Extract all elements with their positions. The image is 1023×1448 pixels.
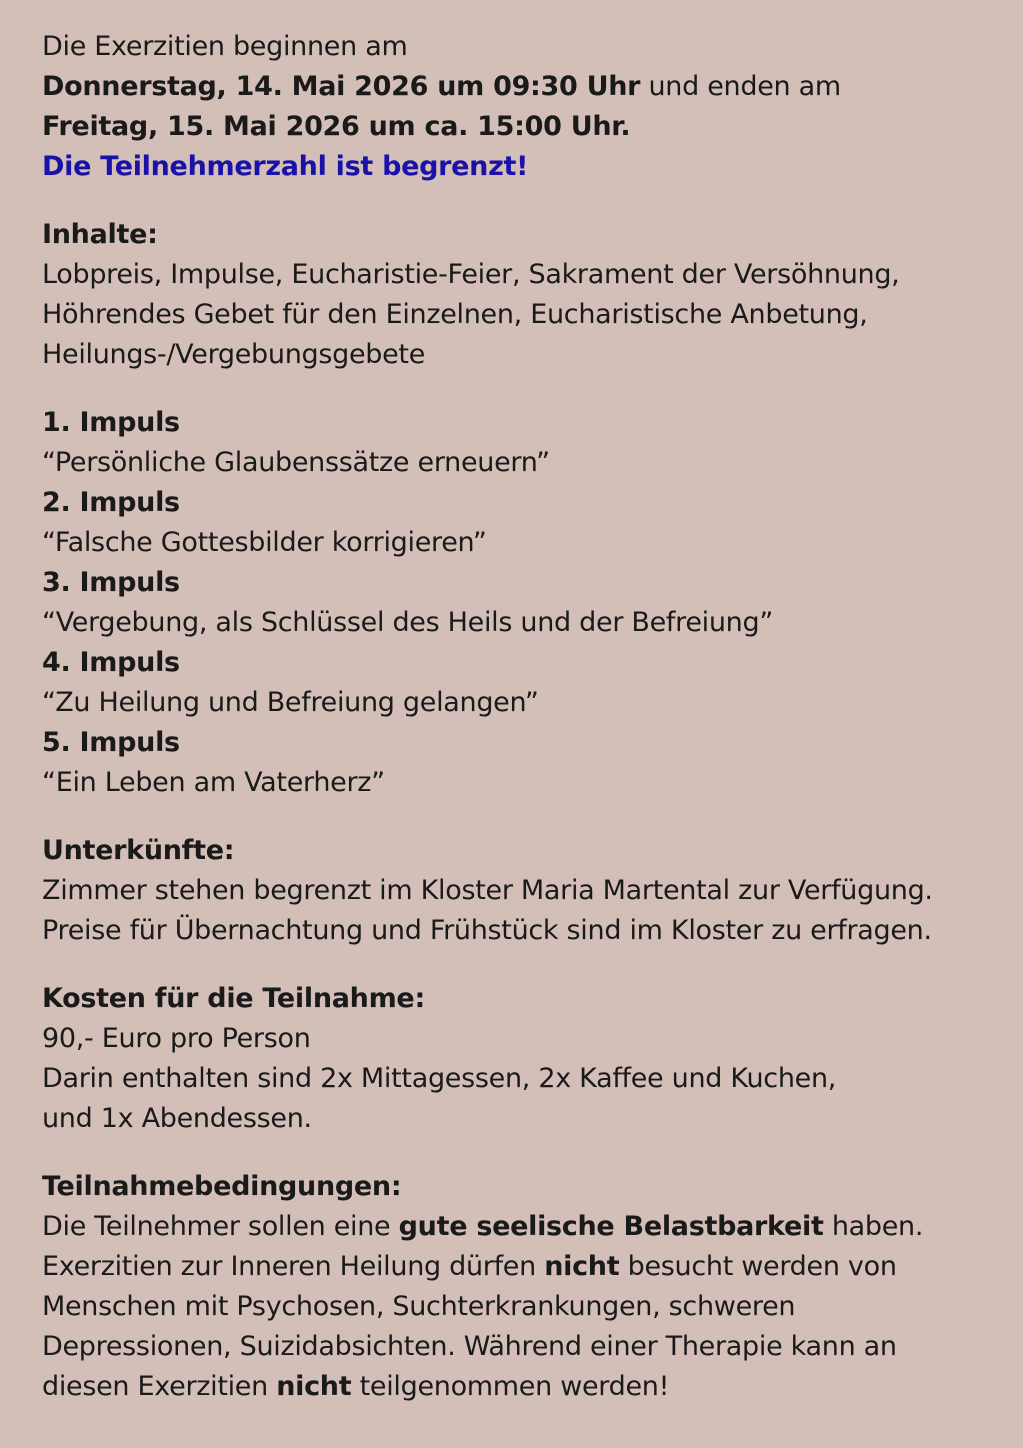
- limited-participants-notice: Die Teilnehmerzahl ist begrenzt!: [42, 151, 529, 182]
- kosten-line-2: Darin enthalten sind 2x Mittagessen, 2x Kaffee und Kuchen,: [42, 1063, 837, 1094]
- bedingungen-nicht-1: nicht: [544, 1251, 620, 1282]
- unterkuenfte-heading: Unterkünfte:: [42, 835, 235, 866]
- bedingungen-line-5: [42, 1367, 992, 1407]
- bedingungen-line-3: Menschen mit Psychosen, Suchterkrankungen, schweren: [42, 1291, 796, 1322]
- bedingungen-belastbarkeit: gute seelische Belastbarkeit: [398, 1211, 824, 1242]
- inhalte-heading: Inhalte:: [42, 219, 158, 250]
- unterkuenfte-line-1: Zimmer stehen begrenzt im Kloster Maria Martental zur Verfügung.: [42, 875, 933, 906]
- impuls-3-title: 3. Impuls: [42, 567, 180, 598]
- bedingungen-line-5-a: diesen Exerzitien: [42, 1371, 277, 1402]
- impuls-5-text: “Ein Leben am Vaterherz”: [42, 767, 385, 798]
- intro-line-2-rest: und enden am: [640, 71, 841, 102]
- impuls-4-title: 4. Impuls: [42, 647, 180, 678]
- bedingungen-heading: Teilnahmebedingungen:: [42, 1171, 402, 1202]
- unterkuenfte-line-2: Preise für Übernachtung und Frühstück sind im Kloster zu erfragen.: [42, 915, 932, 946]
- end-date: Freitag, 15. Mai 2026 um ca. 15:00 Uhr.: [42, 111, 631, 142]
- impuls-5-title: 5. Impuls: [42, 727, 180, 758]
- kosten-price: 90,- Euro pro Person: [42, 1023, 311, 1054]
- impuls-2-title: 2. Impuls: [42, 487, 180, 518]
- impuls-1-title: 1. Impuls: [42, 407, 180, 438]
- bedingungen-line-5-c: teilgenommen werden!: [351, 1371, 670, 1402]
- bedingungen-nicht-2: nicht: [276, 1371, 352, 1402]
- kosten-heading: Kosten für die Teilnahme:: [42, 983, 425, 1014]
- bedingungen-line-1: [42, 1207, 992, 1247]
- inhalte-line-2: Höhrendes Gebet für den Einzelnen, Eucharistische Anbetung,: [42, 299, 868, 330]
- inhalte-line-3: Heilungs-/Vergebungsgebete: [42, 339, 426, 370]
- bedingungen-line-2-c: besucht werden von: [619, 1251, 897, 1282]
- impuls-3-text: “Vergebung, als Schlüssel des Heils und der Befreiung”: [42, 607, 774, 638]
- impuls-2-text: “Falsche Gottesbilder korrigieren”: [42, 527, 487, 558]
- intro-line-1: Die Exerzitien beginnen am: [42, 31, 408, 62]
- inhalte-line-1: Lobpreis, Impulse, Eucharistie-Feier, Sakrament der Versöhnung,: [42, 259, 900, 290]
- impuls-4-text: “Zu Heilung und Befreiung gelangen”: [42, 687, 539, 718]
- bedingungen-line-1-c: haben.: [823, 1211, 924, 1242]
- kosten-line-3: und 1x Abendessen.: [42, 1103, 312, 1134]
- impuls-1-text: “Persönliche Glaubenssätze erneuern”: [42, 447, 550, 478]
- start-date: Donnerstag, 14. Mai 2026 um 09:30 Uhr: [42, 71, 641, 102]
- intro-line-2: [42, 67, 992, 107]
- bedingungen-line-2-a: Exerzitien zur Inneren Heilung dürfen: [42, 1251, 545, 1282]
- bedingungen-line-4: Depressionen, Suizidabsichten. Während einer Therapie kann an: [42, 1331, 897, 1362]
- bedingungen-line-1-a: Die Teilnehmer sollen eine: [42, 1211, 399, 1242]
- bedingungen-line-2: [42, 1247, 992, 1287]
